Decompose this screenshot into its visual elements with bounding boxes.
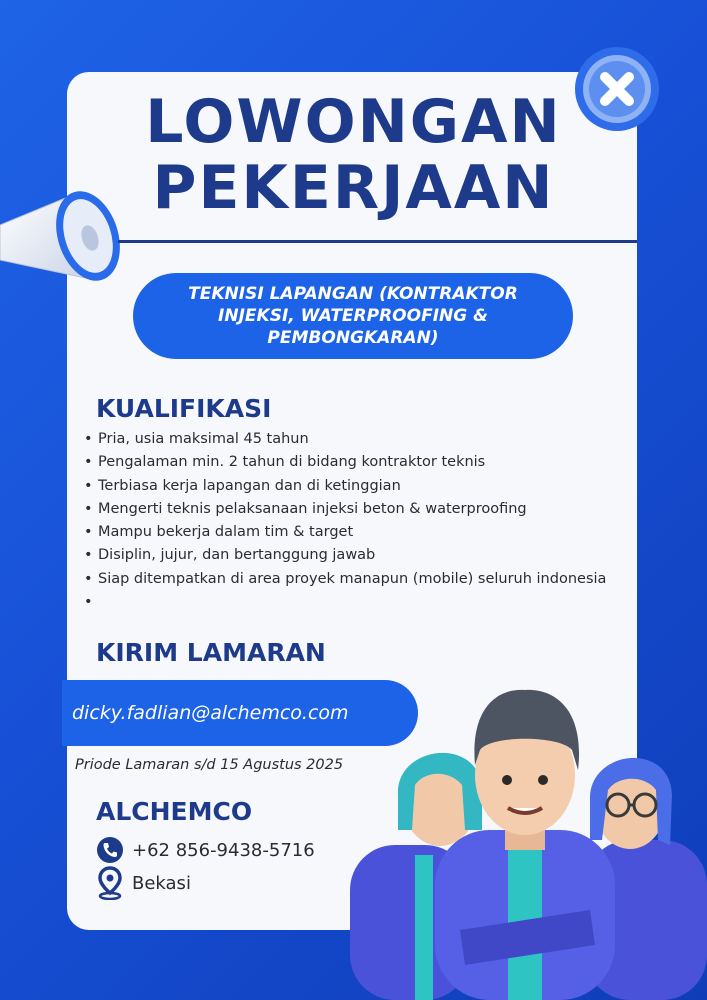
qualifications-heading: KUALIFIKASI: [96, 394, 272, 423]
list-item: • Mengerti teknis pelaksanaan injeksi beton & waterproofing: [84, 500, 527, 517]
list-item: • Siap ditempatkan di area proyek manapun (mobile) seluruh indonesia: [84, 570, 607, 587]
qualifications-list: [84, 428, 606, 614]
team-illustration: [340, 680, 707, 1000]
application-period: Priode Lamaran s/d 15 Agustus 2025: [75, 757, 344, 773]
location-info: [96, 866, 191, 900]
email-link[interactable]: dicky.fadlian@alchemco.com: [62, 680, 418, 746]
phone-number: +62 856-9438-5716: [132, 839, 315, 861]
phone-contact[interactable]: [96, 836, 315, 864]
list-item: •: [84, 594, 93, 611]
list-item: • Terbiasa kerja lapangan dan di ketinggian: [84, 477, 401, 494]
person-center: [435, 690, 615, 1000]
list-item: • Mampu bekerja dalam tim & target: [84, 524, 354, 541]
location-text: Bekasi: [132, 872, 191, 894]
location-pin-icon: [96, 866, 124, 900]
phone-icon: [96, 836, 124, 864]
list-item: • Pria, usia maksimal 45 tahun: [84, 431, 309, 447]
title-line-2: PEKERJAAN: [152, 153, 555, 223]
company-name: ALCHEMCO: [96, 797, 253, 826]
title-line-1: LOWONGAN: [145, 87, 562, 157]
list-item: • Disiplin, jujur, dan bertanggung jawab: [84, 547, 376, 564]
apply-heading: KIRIM LAMARAN: [96, 638, 326, 667]
divider: [118, 240, 637, 243]
position-pill: TEKNISI LAPANGAN (KONTRAKTOR INJEKSI, WATERPROOFING & PEMBONGKARAN): [133, 273, 573, 359]
list-item: • Pengalaman min. 2 tahun di bidang kontraktor teknis: [84, 454, 486, 471]
